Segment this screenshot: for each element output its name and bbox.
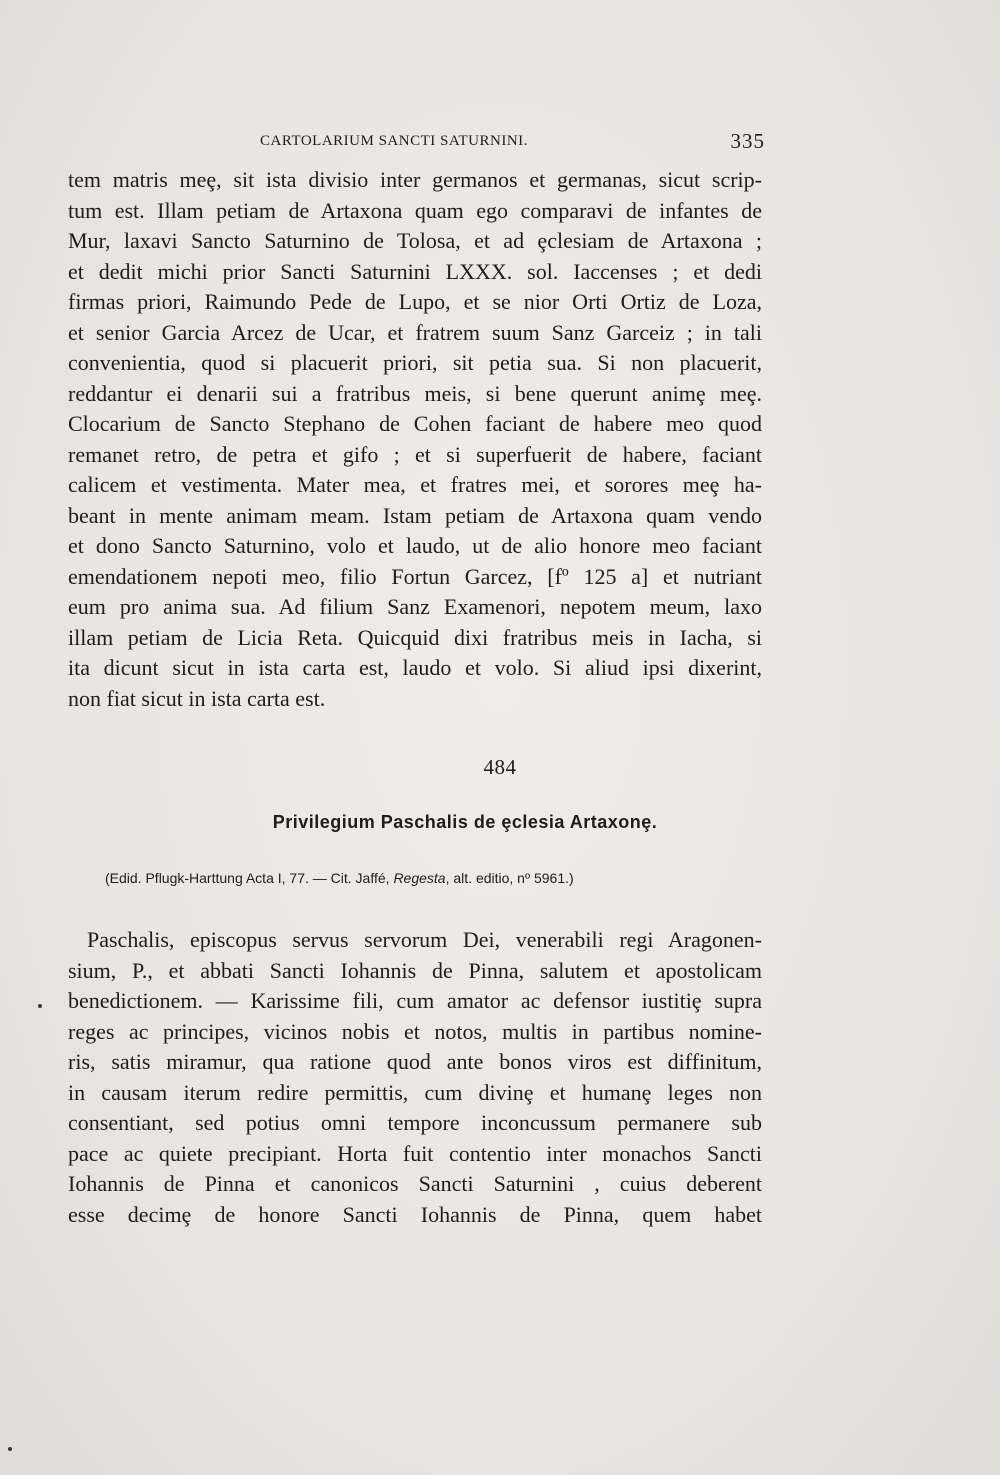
text-line: esse decimȩ de honore Sancti Iohannis de Pinna, quem habet <box>68 1201 762 1227</box>
text-line: eum pro anima sua. Ad filium Sanz Examenori, nepotem meum, laxo <box>68 594 762 619</box>
running-head <box>260 131 765 155</box>
text-line: non fiat sicut in ista carta est. <box>68 685 326 711</box>
charter-text-continued <box>68 165 762 714</box>
text-line: firmas priori, Raimundo Pede de Lupo, et se nior Orti Ortiz de Loza, <box>68 289 762 314</box>
text-line: reddantur ei denarii sui a fratribus meis, si bene querunt animȩ meȩ. <box>68 380 762 406</box>
text-line: sium, P., et abbati Sancti Iohannis de Pinna, salutem et apostolicam <box>68 957 762 983</box>
text-line: benedictionem. — Karissime fili, cum amator ac defensor iustitiȩ supra <box>68 988 762 1013</box>
margin-speck <box>38 1004 42 1008</box>
text-line: ita dicunt sicut in ista carta est, laudo et volo. Si aliud ipsi dixerint, <box>68 655 762 680</box>
running-title: CARTOLARIUM SANCTI SATURNINI. <box>260 133 528 149</box>
margin-speck <box>8 1447 12 1451</box>
text-line: remanet retro, de petra et gifo ; et si superfuerit de habere, faciant <box>68 441 762 467</box>
text-line: ris, satis miramur, qua ratione quod ante bonos viros est diffinitum, <box>68 1049 762 1074</box>
text-line: Mur, laxavi Sancto Saturnino de Tolosa, et ad ȩclesiam de Artaxona ; <box>68 228 762 253</box>
text-line: et dono Sancto Saturnino, volo et laudo, ut de alio honore meo faciant <box>68 533 762 558</box>
edition-note-italic: Regesta <box>393 870 446 886</box>
edition-note-suffix: , alt. editio, nº 5961.) <box>445 870 574 886</box>
page-number: 335 <box>730 129 765 153</box>
text-line: pace ac quiete precipiant. Horta fuit contentio inter monachos Sancti <box>68 1140 762 1166</box>
text-line: calicem et vestimenta. Mater mea, et fratres mei, et sorores meȩ ha- <box>68 472 762 497</box>
text-line: beant in mente animam meam. Istam petiam de Artaxona quam vendo <box>68 502 762 528</box>
edition-note-prefix: (Edid. Pflugk-Harttung Acta I, 77. — Cit. Jaffé, <box>105 870 394 886</box>
text-line: in causam iterum redire permittis, cum divinȩ et humanȩ leges non <box>68 1079 762 1105</box>
text-line: et senior Garcia Arcez de Ucar, et fratrem suum Sanz Garceiz ; in tali <box>68 319 762 345</box>
document-number: 484 <box>483 755 517 779</box>
edition-note <box>105 870 725 886</box>
text-line: convenientia, quod si placuerit priori, sit petia sua. Si non placuerit, <box>68 350 762 375</box>
text-line: consentiant, sed potius omni tempore inconcussum permanere sub <box>68 1110 762 1135</box>
text-line: et dedit michi prior Sancti Saturnini LXXX. sol. Iaccenses ; et dedi <box>68 258 762 284</box>
text-line: Paschalis, episcopus servus servorum Dei, venerabili regi Aragonen- <box>87 927 762 952</box>
document-title: Privilegium Paschalis de ȩclesia Artaxonȩ. <box>272 812 658 832</box>
text-line: reges ac principes, vicinos nobis et notos, multis in partibus nomine- <box>68 1018 762 1044</box>
privilege-text <box>68 925 762 1230</box>
text-line: tem matris meȩ, sit ista divisio inter germanos et germanas, sicut scrip- <box>68 167 762 192</box>
text-line: tum est. Illam petiam de Artaxona quam ego comparavi de infantes de <box>68 197 762 223</box>
text-line: Iohannis de Pinna et canonicos Sancti Saturnini , cuius deberent <box>68 1171 762 1196</box>
text-line: illam petiam de Licia Reta. Quicquid dixi fratribus meis in Iacha, si <box>68 624 762 650</box>
text-line: Clocarium de Sancto Stephano de Cohen faciant de habere meo quod <box>68 411 762 436</box>
text-line: emendationem nepoti meo, filio Fortun Garcez, [fº 125 a] et nutriant <box>68 563 762 589</box>
